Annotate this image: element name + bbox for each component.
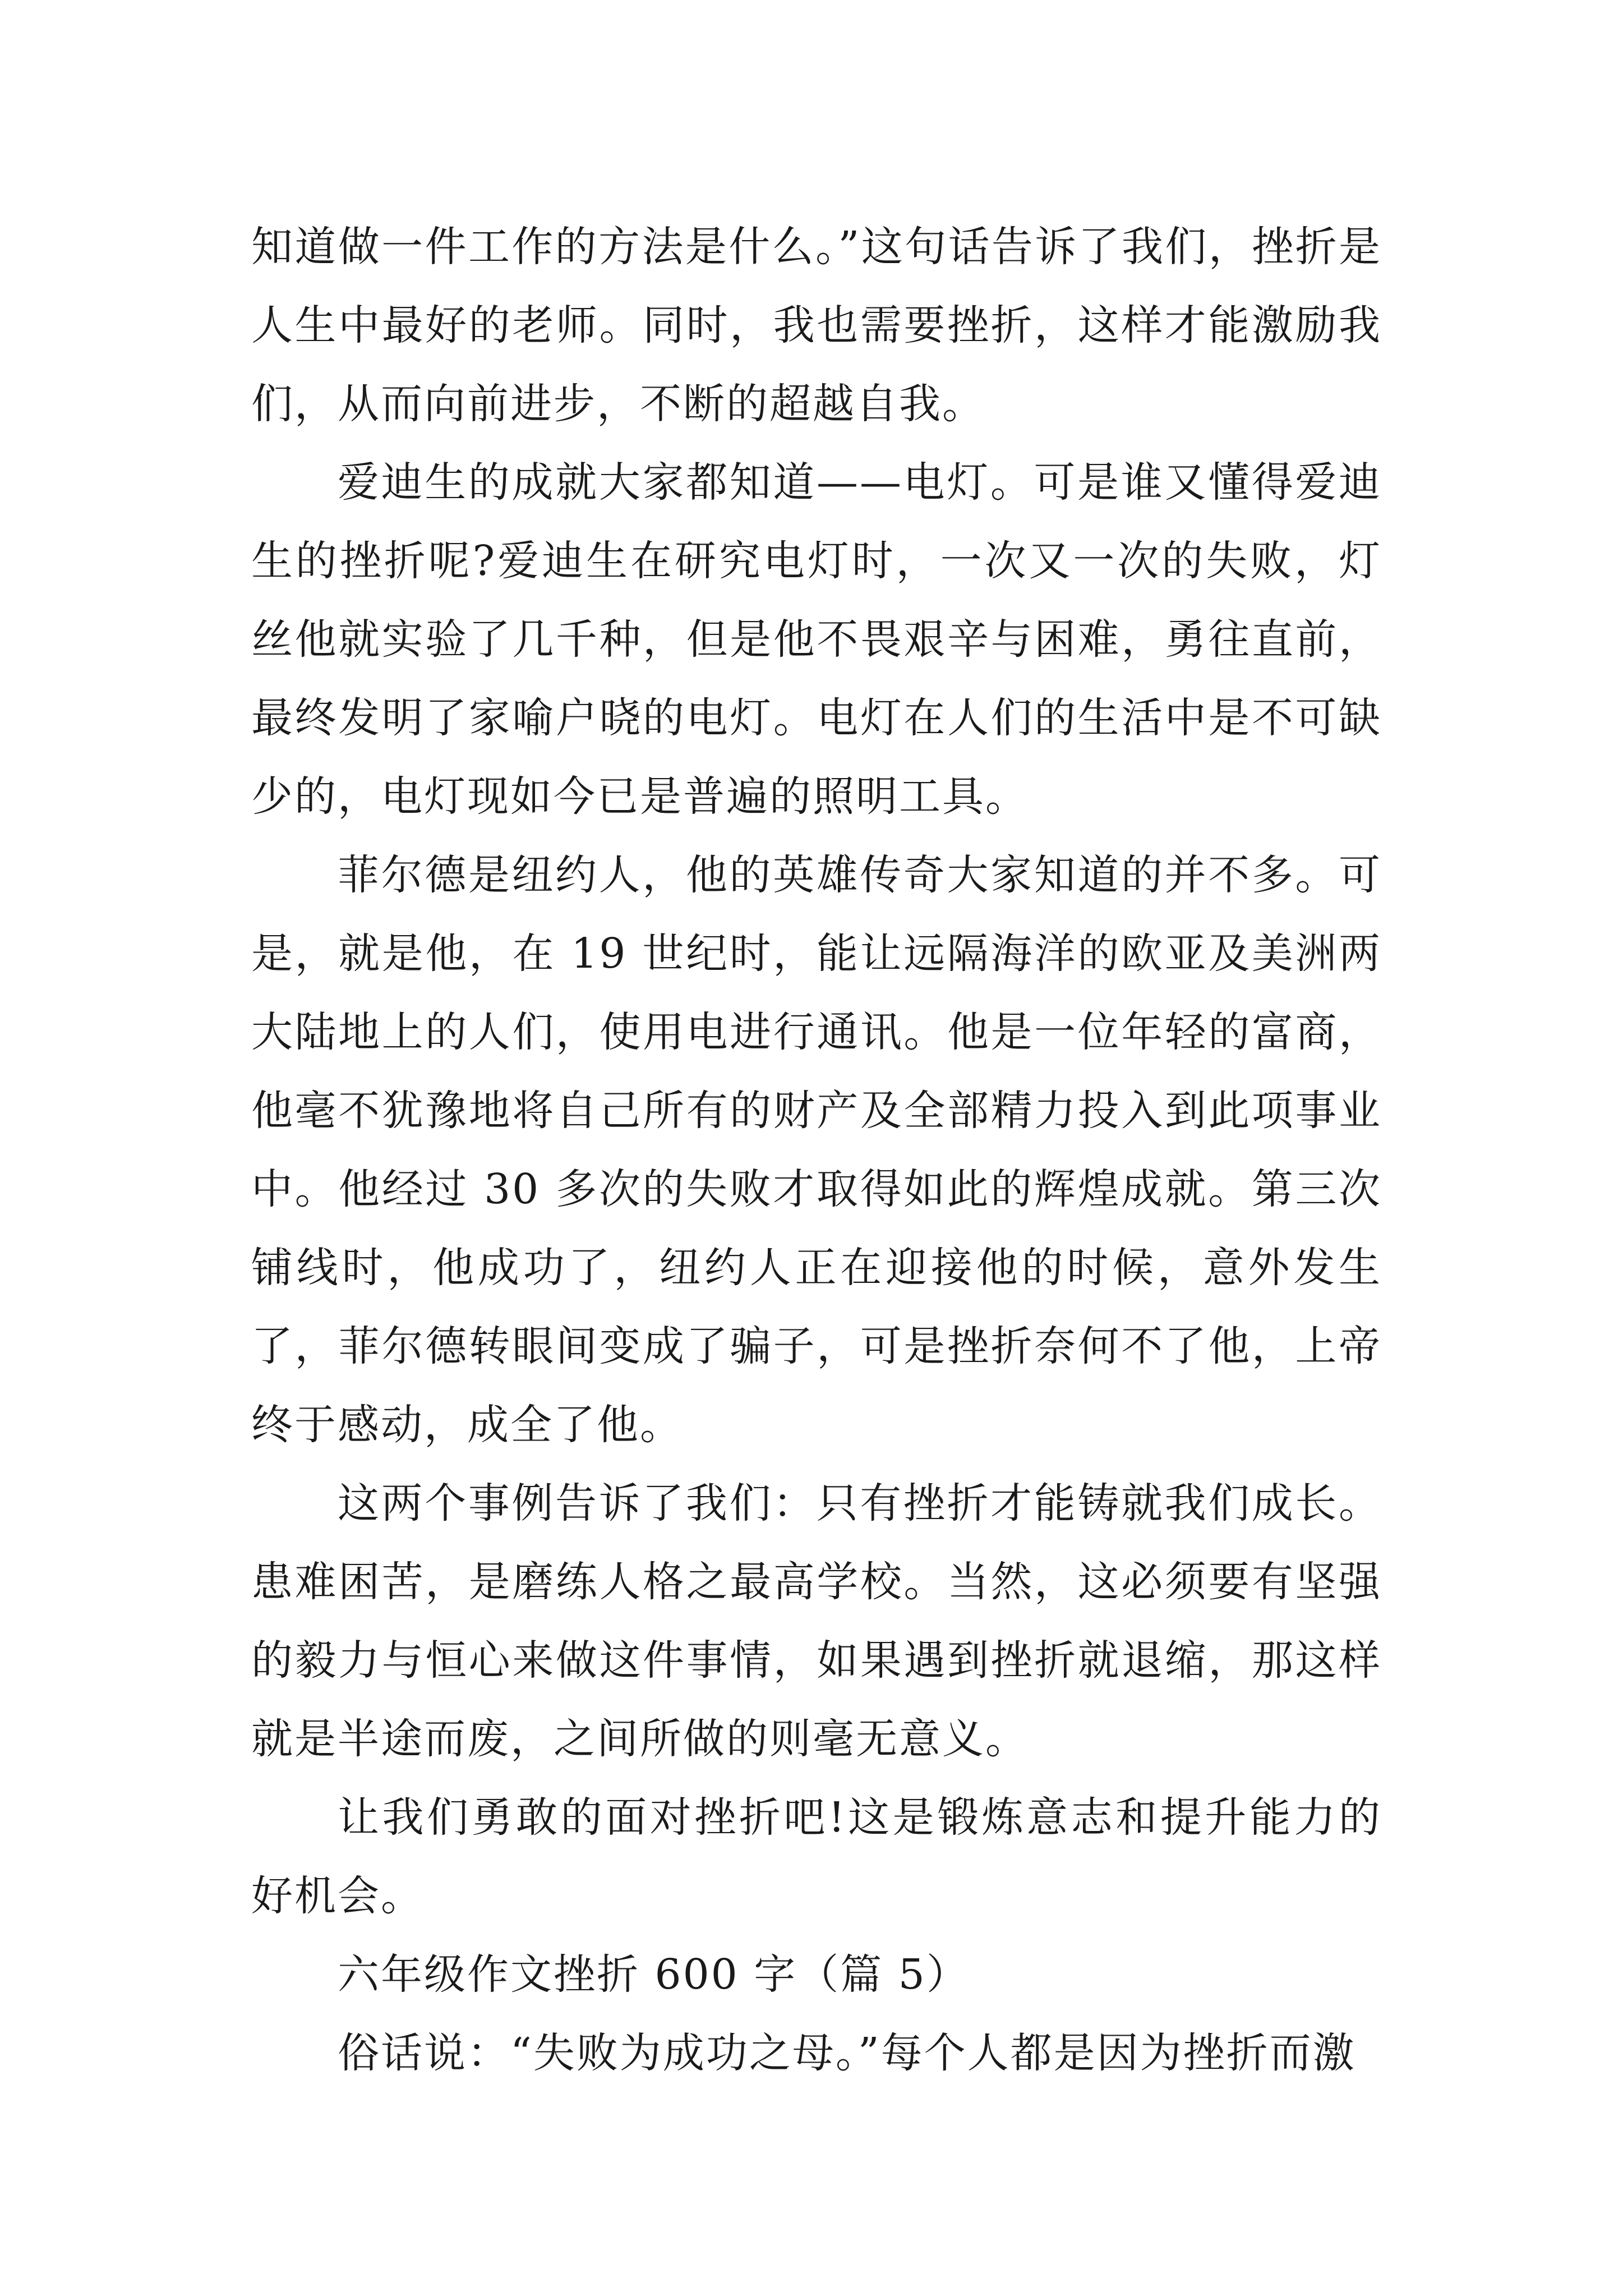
paragraph-edison: 爱迪生的成就大家都知道——电灯。可是谁又懂得爱迪生的挫折呢?爱迪生在研究电灯时，一次又一次的失败，灯丝他就实验了几千种，但是他不畏艰辛与困难，勇往直前，最终发明了家喻户晓的电灯。电灯在人们的生活中是不可缺少的，电灯现如今已是普遍的照明工具。 xyxy=(251,458,1382,821)
paragraph-field: 菲尔德是纽约人，他的英雄传奇大家知道的并不多。可是，就是他，在 19 世纪时，能让远隔海洋的欧亚及美洲两大陆地上的人们，使用电进行通讯。他是一位年轻的富商，他毫不犹豫地将自己所有的财产及全部精力投入到此项事业中。他经过 30 多次的失败才取得如此的辉煌成就。第三次铺线时，他成功了，纽约人正在迎接他的时候，意外发生了，菲尔德转眼间变成了骗子，可是挫折奈何不了他，上帝终于感动，成全了他。 xyxy=(251,851,1382,1449)
document-body xyxy=(251,208,1382,2092)
paragraph-lesson: 这两个事例告诉了我们：只有挫折才能铸就我们成长。患难困苦，是磨练人格之最高学校。当然，这必须要有坚强的毅力与恒心来做这件事情，如果遇到挫折就退缩，那这样就是半途而废，之间所做的则毫无意义。 xyxy=(251,1479,1382,1763)
paragraph-essay5-start: 俗话说：“失败为成功之母。”每个人都是因为挫折而激 xyxy=(338,2029,1356,2077)
section-heading: 六年级作文挫折 600 字（篇 5） xyxy=(338,1950,970,1999)
paragraph-intro-continuation: 知道做一件工作的方法是什么。”这句话告诉了我们，挫折是人生中最好的老师。同时，我也需要挫折，这样才能激励我们，从而向前进步，不断的超越自我。 xyxy=(251,223,1382,428)
paragraph-conclusion: 让我们勇敢的面对挫折吧!这是锻炼意志和提升能力的好机会。 xyxy=(251,1793,1382,1920)
